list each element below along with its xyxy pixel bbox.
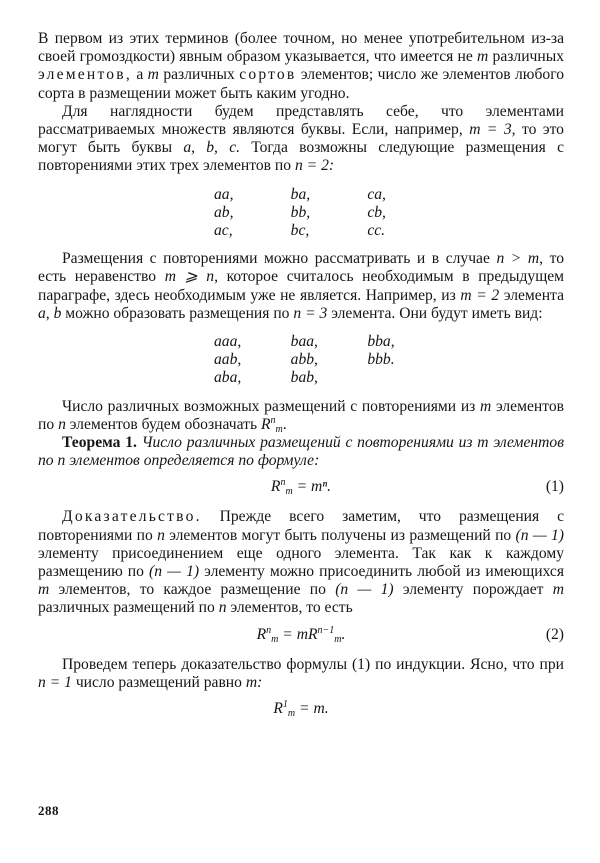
text: Проведем теперь доказательство формулы (1) по индукции. Ясно, что при — [62, 655, 564, 673]
proof-paragraph — [38, 508, 564, 617]
math: n = 2: — [294, 157, 335, 175]
table-row — [214, 333, 444, 351]
table-cell: abb, — [290, 351, 318, 369]
text: Для наглядности будем представлять себе, что элементами рассматриваемых множеств являются буквы. Если, например, — [38, 102, 564, 139]
math: n — [218, 599, 227, 617]
text: то есть неравенство — [38, 250, 565, 286]
math: a, b — [38, 304, 62, 322]
page-content — [38, 30, 564, 730]
table-cell — [367, 369, 444, 387]
table-cell: aaa, — [214, 333, 242, 351]
table-cell: ca, — [367, 185, 386, 203]
table-cell: aba, — [214, 369, 242, 387]
sup-n: n — [266, 624, 272, 636]
equation-3 — [38, 700, 564, 722]
table-cell: bba, — [367, 333, 395, 351]
table-cell: aa, — [214, 185, 234, 203]
text: элементов могут быть получены из размещений по — [169, 526, 512, 544]
math: m ⩾ n, — [164, 268, 218, 286]
equation-1-rhs: = mⁿ. — [296, 478, 332, 496]
symbol-R: R — [260, 415, 271, 433]
table-cell: bc, — [290, 222, 310, 240]
paragraph-2 — [38, 103, 564, 176]
text: элемента. Они будут иметь вид: — [331, 304, 543, 322]
text: различных — [492, 48, 564, 66]
symbol-R: R — [270, 478, 281, 496]
math: (n — 1) — [515, 526, 564, 544]
text: элементов по — [38, 397, 564, 433]
sub-m: m — [287, 708, 296, 720]
table-row — [214, 222, 444, 240]
equation-2-number: (2) — [545, 625, 564, 643]
table-cell: baa, — [290, 333, 318, 351]
text: различных — [163, 66, 235, 84]
math: m — [552, 581, 564, 599]
paragraph-1 — [38, 30, 564, 103]
text: Тогда возможны следующие размещения с повторениями этих трех элементов по — [38, 139, 564, 175]
equation-2 — [38, 626, 564, 648]
equation-3-rhs: = m. — [299, 700, 329, 718]
paragraph-4: Число различных возможных размещений с повторениями из m элементов по n элементов будем обозначать $R^n_m$. — [38, 397, 564, 435]
table-cell: cb, — [367, 203, 386, 221]
math: n > m, — [496, 250, 544, 268]
text: можно образовать размещения по — [65, 304, 290, 322]
equation-2-mid: = mR — [282, 625, 318, 643]
text: элементов, то каждое размещение по — [58, 581, 326, 599]
table-cell: bab, — [290, 369, 318, 387]
sub-m: m — [275, 423, 283, 435]
text: элементов будем обозначать — [69, 415, 258, 433]
equation-2-formula — [38, 626, 564, 644]
table-cell: ab, — [214, 203, 234, 221]
table-cell: bb, — [290, 203, 311, 221]
equation-2-end: . — [341, 625, 346, 643]
sub-m: m — [334, 633, 342, 645]
math: n — [58, 415, 66, 433]
symbol-R-m-n — [261, 416, 283, 433]
theorem-label: Теорема 1. — [62, 434, 137, 452]
sub-m: m — [271, 633, 279, 645]
equation-1-number: (1) — [545, 478, 564, 496]
sup-n-minus-1: n−1 — [317, 624, 335, 636]
sup-n: n — [280, 477, 286, 489]
text: Число различных возможных размещений с повторениями из — [62, 397, 476, 415]
math: m — [147, 66, 159, 84]
math: n = 1 — [38, 673, 72, 691]
text: Прежде всего заметим, что размещения с повторениями по — [38, 508, 564, 544]
math: n = 3 — [293, 304, 328, 322]
math: (n — 1) — [149, 563, 200, 581]
paragraph-5 — [38, 656, 564, 692]
symbol-R: R — [256, 625, 267, 643]
text: которое считалось необходимым в предыдущем параграфе, здесь необходимым уже не является. Например, из — [38, 268, 564, 304]
table-row — [214, 186, 444, 204]
proof-label: Доказательство. — [62, 508, 202, 526]
table-row — [214, 351, 444, 369]
math: m — [38, 581, 50, 599]
math: m — [480, 397, 492, 415]
text: элементов, то есть — [230, 599, 353, 617]
math: m = 2 — [460, 286, 500, 304]
equation-1-formula — [38, 478, 564, 496]
theorem-text: Число различных размещений с повторениями из m элементов по n элементов определяется по формуле: — [38, 434, 564, 470]
table-row — [214, 369, 444, 387]
math: n — [157, 526, 165, 544]
text: различных размещений по — [38, 599, 215, 617]
equation-3-formula — [38, 700, 564, 718]
table-cell: ac, — [214, 222, 233, 240]
text: элемента — [503, 286, 564, 304]
paragraph-3 — [38, 250, 564, 323]
table-row — [214, 204, 444, 222]
math: a, b, c. — [183, 139, 241, 157]
text: элементу присоединением еще одного элемента. Так как к каждому размещению по — [38, 544, 564, 581]
math: m = 3, — [469, 121, 516, 139]
math: (n — 1) — [335, 581, 394, 599]
table-cell: bbb. — [367, 351, 395, 369]
text: Размещения с повторениями можно рассматривать и в случае — [62, 250, 490, 268]
text: В первом из этих терминов (более точном, но менее употребительном из-за своей громоздкости) явным образом указывается, что имеется не — [38, 30, 564, 66]
theorem-1 — [38, 434, 564, 470]
sup-n: n — [270, 414, 276, 426]
table-cell: aab, — [214, 351, 242, 369]
table-cell: ba, — [290, 185, 311, 203]
math: m — [477, 48, 489, 66]
sub-m: m — [285, 486, 293, 498]
page-number: 288 — [38, 803, 59, 818]
text: то это могут быть буквы — [38, 121, 564, 157]
symbol-R: R — [273, 700, 283, 718]
text: число размещений равно — [75, 673, 242, 691]
math: m: — [245, 673, 263, 691]
text: элементов; число же элементов любого сорта в размещении может быть каким угодно. — [38, 66, 564, 102]
spaced-text: сортов — [239, 66, 297, 84]
equation-1 — [38, 478, 564, 500]
text: а — [136, 66, 144, 84]
arrangements-table-2 — [214, 333, 444, 388]
text: элементу порождает — [402, 581, 544, 599]
spaced-text: элементов, — [38, 66, 132, 84]
sup-1: 1 — [282, 699, 288, 711]
text: элементу можно присоединить любой из имеющихся — [204, 563, 565, 581]
arrangements-table-1 — [214, 186, 444, 241]
table-cell: cc. — [367, 222, 386, 240]
